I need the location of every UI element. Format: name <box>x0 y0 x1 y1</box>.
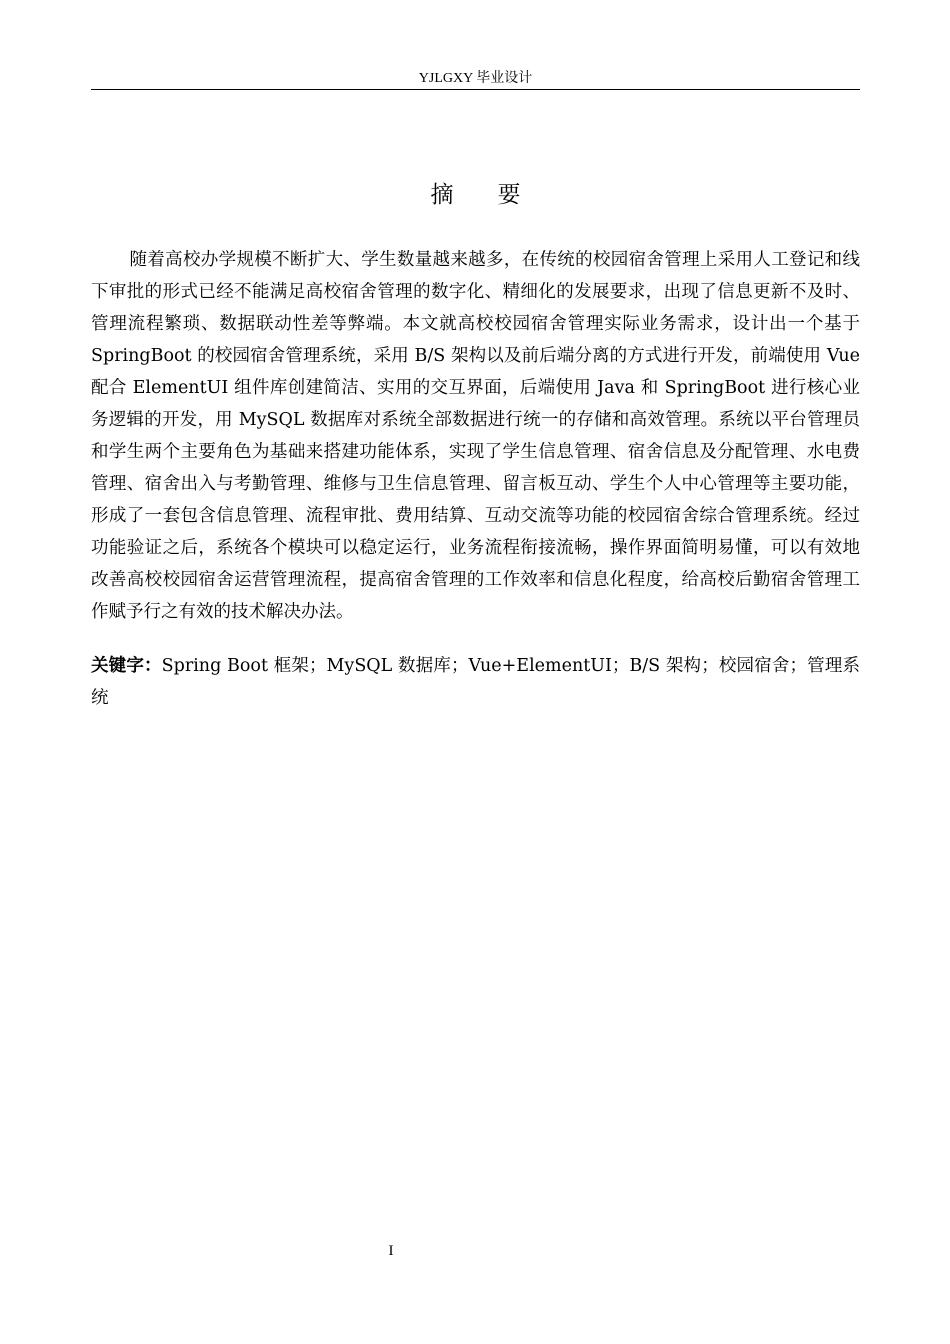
keywords-paragraph <box>91 650 860 714</box>
keywords-text: Spring Boot 框架；MySQL 数据库；Vue+ElementUI；B/S 架构；校园宿舍；管理系统 <box>91 656 861 708</box>
abstract-title: 摘要 <box>430 182 565 208</box>
abstract-body: 随着高校办学规模不断扩大、学生数量越来越多，在传统的校园宿舍管理上采用人工登记和线下审批的形式已经不能满足高校宿舍管理的数字化、精细化的发展要求，出现了信息更新不及时、管理流程繁琐、数据联动性差等弊端。本文就高校校园宿舍管理实际业务需求，设计出一个基于 SpringBoot 的校园宿舍管理系统，采用 B/S 架构以及前后端分离的方式进行开发，前端使用 Vue 配合 ElementUI 组件库创建简洁、实用的交互界面，后端使用 Java 和 SpringBoot 进行核心业务逻辑的开发，用 MySQL 数据库对系统全部数据进行统一的存储和高效管理。系统以平台管理员和学生两个主要角色为基础来搭建功能体系，实现了学生信息管理、宿舍信息及分配管理、水电费管理、宿舍出入与考勤管理、维修与卫生信息管理、留言板互动、学生个人中心管理等主要功能，形成了一套包含信息管理、流程审批、费用结算、互动交流等功能的校园宿舍综合管理系统。经过功能验证之后，系统各个模块可以稳定运行，业务流程衔接流畅，操作界面简明易懂，可以有效地改善高校校园宿舍运营管理流程，提高宿舍管理的工作效率和信息化程度，给高校后勤宿舍管理工作赋予行之有效的技术解决办法。 <box>91 250 860 622</box>
page-number: I <box>388 1243 394 1259</box>
page-header: YJLGXY 毕业设计 <box>418 71 533 86</box>
header-rule <box>91 89 860 90</box>
keywords-label: 关键字： <box>91 656 162 676</box>
